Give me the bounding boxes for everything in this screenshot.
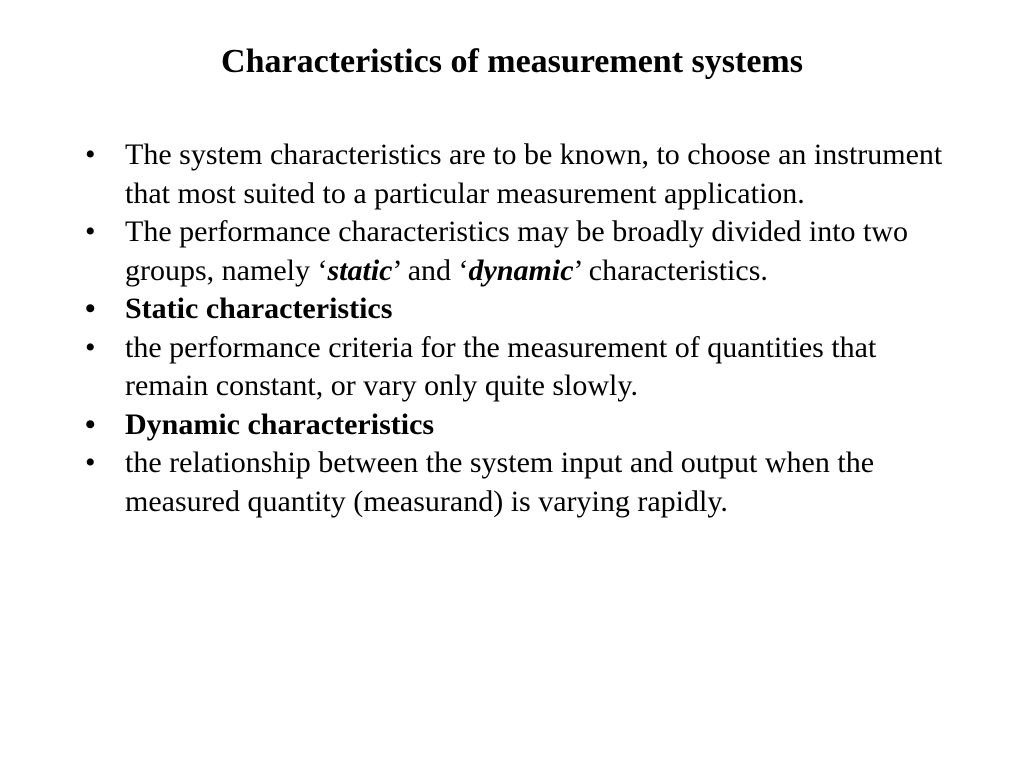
bullet-item [82,213,962,290]
bullet-item [82,406,962,445]
bullet-list [82,136,962,521]
bullet-item [82,136,962,213]
bullet-text [125,215,908,287]
bullet-text-part: The performance characteristics may be broadly divided into two groups, namely ‘ [125,215,909,287]
bullet-icon: • [85,292,96,325]
bullet-icon: • [85,446,96,479]
bullet-text: the performance criteria for the measurement of quantities that remain constant, or vary only quite slowly. [125,330,877,402]
bullet-text: the relationship between the system input and output when the measured quantity (measurand) is varying rapidly. [125,446,875,518]
bullet-icon: • [85,407,96,441]
bullet-item [82,290,962,329]
bullet-text: The system characteristics are to be known, to choose an instrument that most suited to a particular measurement application. [125,138,943,210]
section-heading-dynamic: Dynamic characteristics [125,407,435,441]
term-dynamic: dynamic [468,253,574,287]
term-static: static [327,253,393,287]
bullet-text-part: ’ and ‘ [392,253,469,287]
bullet-item [82,444,962,521]
bullet-text-part: ’ characteristics. [573,253,768,287]
bullet-icon: • [85,330,96,364]
slide-title: Characteristics of measurement systems [221,43,803,80]
section-heading-static: Static characteristics [125,292,393,325]
bullet-icon: • [85,215,96,248]
bullet-icon: • [85,138,96,171]
bullet-item [82,329,962,406]
